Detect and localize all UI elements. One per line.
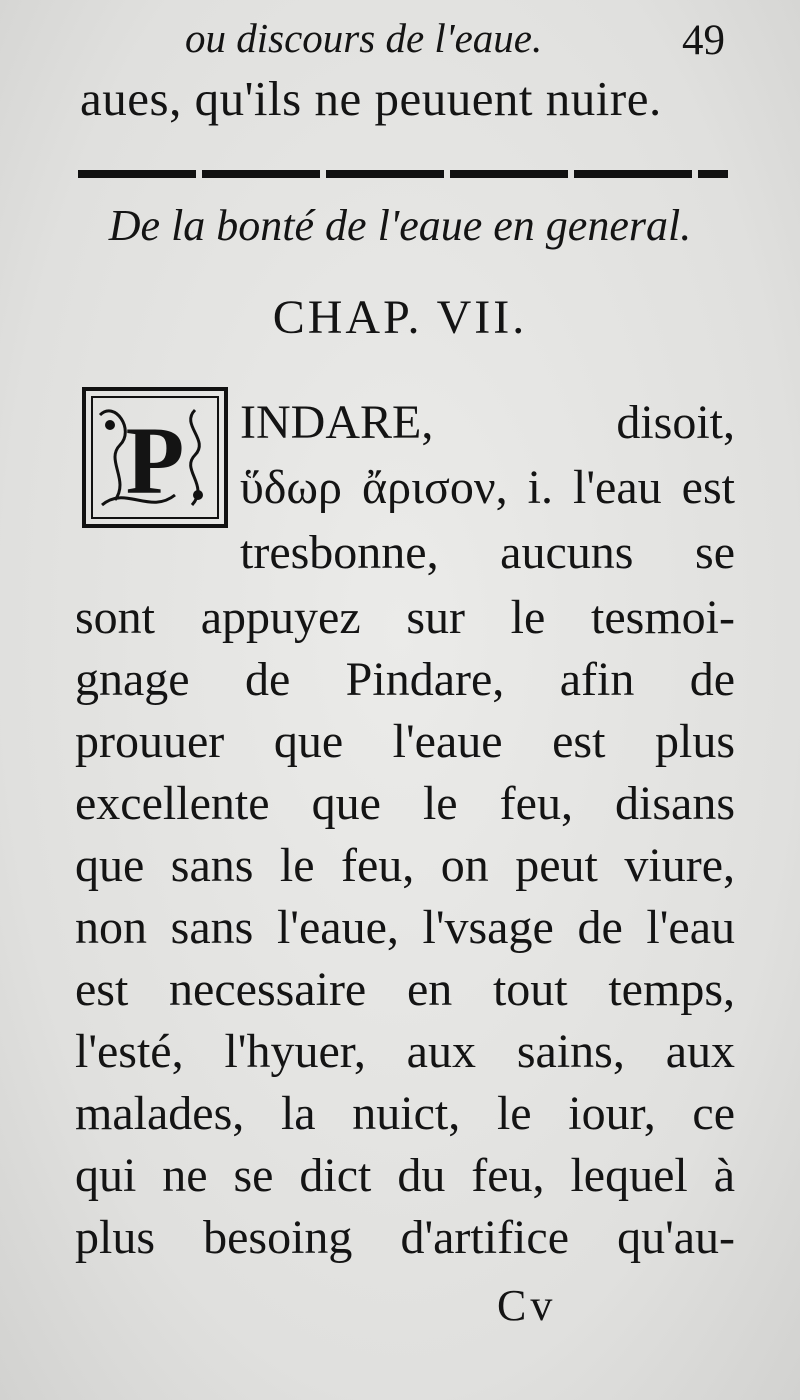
text-line: INDARE, disoit, (240, 396, 735, 449)
text-line: gnage de Pindare, afin de (75, 653, 735, 706)
continuation-line: aues, qu'ils ne peuuent nuire. (80, 71, 662, 126)
text-line: que sans le feu, on peut viure, (75, 839, 735, 892)
catchword: Cv (497, 1281, 557, 1330)
ornament-initial-icon (80, 385, 230, 530)
text-line: qui ne se dict du feu, lequel à (75, 1149, 735, 1202)
section-rule (78, 170, 728, 178)
text-line: sont appuyez sur le tesmoi- (75, 591, 735, 644)
text-line: tresbonne, aucuns se (240, 526, 735, 579)
running-head-title: ou discours de l'eaue. (185, 15, 543, 61)
text-line: est necessaire en tout temps, (75, 963, 735, 1016)
decorated-initial (80, 385, 230, 530)
text-line: excellente que le feu, disans (75, 777, 735, 830)
text-line: non sans l'eaue, l'vsage de l'eau (75, 901, 735, 954)
page-number: 49 (682, 17, 725, 64)
text-line: plus besoing d'artifice qu'au- (75, 1211, 735, 1264)
text-line: malades, la nuict, le iour, ce (75, 1087, 735, 1140)
chapter-title: De la bonté de l'eaue en general. (108, 201, 692, 250)
text-line: ὕδωρ ἄρισον, i. l'eau est (240, 461, 735, 514)
text-line: l'esté, l'hyuer, aux sains, aux (75, 1025, 735, 1078)
text-line: prouuer que l'eaue est plus (75, 715, 735, 768)
svg-text:P: P (125, 407, 185, 514)
running-head (185, 14, 725, 74)
chapter-number: CHAP. VII. (272, 291, 528, 344)
